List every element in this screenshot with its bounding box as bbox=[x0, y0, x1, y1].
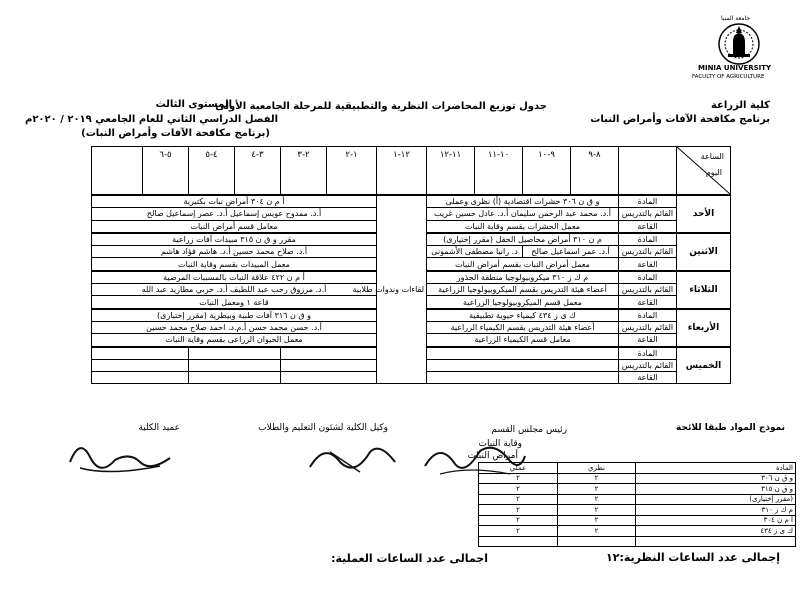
lecture-teacher: أ.د. حسن محمد حسن أ.م.د. احمد صلاح محمد حسين bbox=[92, 321, 377, 333]
lecture-teacher: أعضاء هيئة التدريس بقسم الميكروبيولوجيا الزراعية bbox=[427, 284, 619, 296]
table-row bbox=[479, 505, 796, 516]
empty-cell bbox=[189, 347, 281, 360]
label-header-cell bbox=[619, 147, 677, 196]
lecture-hall: معمل قسم الميكروبيولوجيا الزراعية bbox=[427, 296, 619, 309]
row-label-teacher: القائم بالتدريس bbox=[619, 208, 677, 220]
lecture-subject: مقرر و ق ن ٣١٥ مبيدات آفات زراعية bbox=[92, 233, 377, 246]
schedule-title: جدول توزيع المحاضرات النظرية والتطبيقية للمرحلة الجامعية الأولى bbox=[215, 101, 547, 112]
summary-course: م ك ز ٣١٠ bbox=[636, 505, 796, 516]
summary-practical-hours: ٢ bbox=[479, 484, 558, 495]
summary-practical-hours: ٢ bbox=[479, 473, 558, 484]
summary-header-subject: المادة bbox=[636, 463, 796, 474]
summary-course: (مقرر إختيارى) bbox=[636, 494, 796, 505]
empty-cell bbox=[281, 372, 377, 384]
row-label-hall: القاعة bbox=[619, 372, 677, 384]
lecture-hall: معمل الحيوان الزراعى بقسم وقاية النبات bbox=[92, 334, 377, 347]
lecture-subject: أ م ن ٤٢٢ علاقة النبات بالمسببات المرضية bbox=[92, 271, 377, 284]
empty-cell bbox=[189, 372, 281, 384]
time-slot: ١٢-١ bbox=[377, 147, 427, 196]
total-practical-hours: اجمالى عدد الساعات العملية: bbox=[331, 552, 488, 565]
vice-dean-signature-icon bbox=[300, 432, 410, 482]
lecture-subject: و ق ن ٣٠٦ حشرات اقتصادية (أ) نظرى وعملى bbox=[427, 195, 619, 208]
day-thursday: الخميس bbox=[677, 347, 731, 384]
empty-cell bbox=[92, 372, 189, 384]
lecture-teacher: أعضاء هيئة التدريس بقسم الكيمياء الزراعية bbox=[427, 321, 619, 333]
time-slot: ٥-٦ bbox=[143, 147, 189, 196]
time-slot: ١-٢ bbox=[327, 147, 377, 196]
lecture-subject: م ك ز ٣١٠ ميكروبيولوجيا منطقة الجذور bbox=[427, 271, 619, 284]
day-monday: الاثنين bbox=[677, 233, 731, 271]
table-row bbox=[479, 515, 796, 526]
semester-label: الفصل الدراسي الثاني للعام الجامعي ٢٠١٩ / ٢٠٢٠م bbox=[24, 114, 278, 125]
summary-theory-hours: ٢ bbox=[558, 473, 636, 484]
table-row bbox=[479, 473, 796, 484]
program-paren-label: (برنامج مكافحة الآفات وأمراض النبات) bbox=[81, 128, 270, 139]
summary-theory-hours: ٢ bbox=[558, 484, 636, 495]
lecture-teacher: أ.د. محمد عبد الرحمن سليمان أ.د. عادل حسين غريب bbox=[427, 208, 619, 220]
logo-arabic-text: جامعة المنيا bbox=[721, 15, 751, 22]
time-slot: ٤-٥ bbox=[189, 147, 235, 196]
lecture-subject: و ق ن ٣١٦ آفات طبية وبيطرية (مقرر إختيارى) bbox=[92, 309, 377, 322]
dept-head-label: رئيس مجلس القسم bbox=[491, 425, 567, 435]
day-wednesday: الأربعاء bbox=[677, 309, 731, 347]
summary-practical-hours bbox=[479, 536, 558, 547]
empty-cell bbox=[92, 347, 189, 360]
row-label-teacher: القائم بالتدريس bbox=[619, 246, 677, 258]
seminars-cell: لقاءات وندوات طلابية bbox=[377, 195, 427, 384]
faculty-name-en: FACULTY OF AGRICULTURE bbox=[692, 74, 765, 80]
summary-course: و ق ن ٣٠٦ bbox=[636, 473, 796, 484]
table-row bbox=[479, 526, 796, 537]
lecture-teacher: أ.د. صلاح محمد حسين أ.د. هاشم فؤاد هاشم bbox=[92, 246, 377, 258]
corner-hour-label: الساعة bbox=[700, 152, 724, 161]
empty-cell bbox=[281, 347, 377, 360]
program-name: برنامج مكافحة الآفات وأمراض النبات bbox=[590, 114, 770, 125]
summary-header-theory: نظري bbox=[558, 463, 636, 474]
day-tuesday: الثلاثاء bbox=[677, 271, 731, 309]
row-label-subject: المادة bbox=[619, 233, 677, 246]
summary-theory-hours bbox=[558, 536, 636, 547]
time-slot: ٨-٩ bbox=[571, 147, 619, 196]
row-label-subject: المادة bbox=[619, 195, 677, 208]
corner-day-label: اليوم bbox=[705, 168, 722, 177]
row-label-subject: المادة bbox=[619, 271, 677, 284]
lecture-subject: ك ى ز ٤٣٤ كيمياء حيوية تطبيقية bbox=[427, 309, 619, 322]
summary-course bbox=[636, 536, 796, 547]
empty-cell bbox=[427, 372, 619, 384]
row-label-hall: القاعة bbox=[619, 220, 677, 233]
dept-head-plant-pathology: أمراض النبات bbox=[467, 451, 518, 461]
summary-course: و ق ن ٣١٥ bbox=[636, 484, 796, 495]
table-row bbox=[92, 195, 731, 208]
vice-dean-label: وكيل الكلية لشئون التعليم والطلاب bbox=[258, 423, 388, 433]
row-label-subject: المادة bbox=[619, 347, 677, 360]
dean-label: عميد الكلية bbox=[138, 423, 180, 433]
lecture-teacher: أ.د. عمر اسماعيل صالح bbox=[523, 246, 619, 258]
university-logo bbox=[684, 12, 794, 82]
level-label: المستوى الثالث bbox=[155, 99, 232, 110]
time-slot: ١٠-١١ bbox=[475, 147, 523, 196]
summary-table bbox=[478, 462, 796, 547]
row-label-teacher: القائم بالتدريس bbox=[619, 321, 677, 333]
table-row bbox=[479, 494, 796, 505]
row-label-hall: القاعة bbox=[619, 296, 677, 309]
lecture-hall: معامل قسم الكيمياء الزراعية bbox=[427, 334, 619, 347]
lecture-hall: معمل الحشرات بقسم وقاية النبات bbox=[427, 220, 619, 233]
lecture-hall: معمل المبيدات بقسم وقاية النبات bbox=[92, 258, 377, 271]
row-label-hall: القاعة bbox=[619, 334, 677, 347]
summary-practical-hours: ٢ bbox=[479, 515, 558, 526]
row-label-subject: المادة bbox=[619, 309, 677, 322]
summary-theory-hours: ٢ bbox=[558, 494, 636, 505]
row-label-teacher: القائم بالتدريس bbox=[619, 284, 677, 296]
dean-signature-icon bbox=[60, 432, 180, 482]
college-name: كلية الزراعة bbox=[710, 100, 770, 111]
summary-course: أ م ن ٣٠٤ bbox=[636, 515, 796, 526]
table-row bbox=[479, 463, 796, 474]
summary-practical-hours: ٢ bbox=[479, 526, 558, 537]
lecture-subject: م ن ٣١٠ أمراض محاصيل الحقل (مقرر إختيارى) bbox=[427, 233, 619, 246]
summary-theory-hours: ٢ bbox=[558, 505, 636, 516]
lecture-teacher: أ.د. ممدوح عويس إسماعيل أ.د. عصر إسماعيل صالح bbox=[92, 208, 377, 220]
empty-cell bbox=[281, 359, 377, 371]
lecture-subject: أ م ن ٣٠٤ أمراض نبات بكتيرية bbox=[92, 195, 377, 208]
summary-practical-hours: ٢ bbox=[479, 494, 558, 505]
lecture-hall: معامل قسم أمراض النبات bbox=[92, 220, 377, 233]
summary-practical-hours: ٢ bbox=[479, 505, 558, 516]
lecture-hall: قاعة ١ ومعمل النبات bbox=[92, 296, 377, 309]
row-label-teacher: القائم بالتدريس bbox=[619, 359, 677, 371]
lecture-teacher: د. رانيا مصطفى الأشمونى bbox=[427, 246, 523, 258]
model-note: نموذج المواد طبقا للائحة bbox=[676, 423, 785, 433]
table-row bbox=[479, 484, 796, 495]
summary-theory-hours: ٢ bbox=[558, 515, 636, 526]
summary-theory-hours: ٢ bbox=[558, 526, 636, 537]
row-label-hall: القاعة bbox=[619, 258, 677, 271]
time-slot: ٢-٣ bbox=[281, 147, 327, 196]
empty-cell bbox=[427, 347, 619, 360]
dept-head-plant-protection: وقاية النبات bbox=[478, 439, 522, 449]
summary-course: ك ى ز ٤٣٤ bbox=[636, 526, 796, 537]
time-slot: ١١-١٢ bbox=[427, 147, 475, 196]
spacer-cell bbox=[92, 147, 143, 196]
empty-cell bbox=[92, 359, 189, 371]
empty-cell bbox=[189, 359, 281, 371]
lecture-teacher: أ.د. مرزوق رجب عبد اللطيف أ.د. حربي مطاريد عبد الله bbox=[92, 284, 377, 296]
university-name-en: MINIA UNIVERSITY bbox=[698, 64, 772, 72]
summary-header-practical: عملي bbox=[479, 463, 558, 474]
total-theory-hours: إجمالى عدد الساعات النظرية:١٢ bbox=[606, 551, 780, 564]
schedule-table bbox=[91, 146, 731, 384]
corner-cell bbox=[677, 147, 731, 196]
time-slot: ٣-٤ bbox=[235, 147, 281, 196]
time-header-row bbox=[92, 147, 731, 196]
time-slot: ٩-١٠ bbox=[523, 147, 571, 196]
empty-cell bbox=[427, 359, 619, 371]
day-sunday: الأحد bbox=[677, 195, 731, 233]
table-row bbox=[479, 536, 796, 547]
lecture-hall: معمل أمراض النبات بقسم أمراض النبات bbox=[427, 258, 619, 271]
